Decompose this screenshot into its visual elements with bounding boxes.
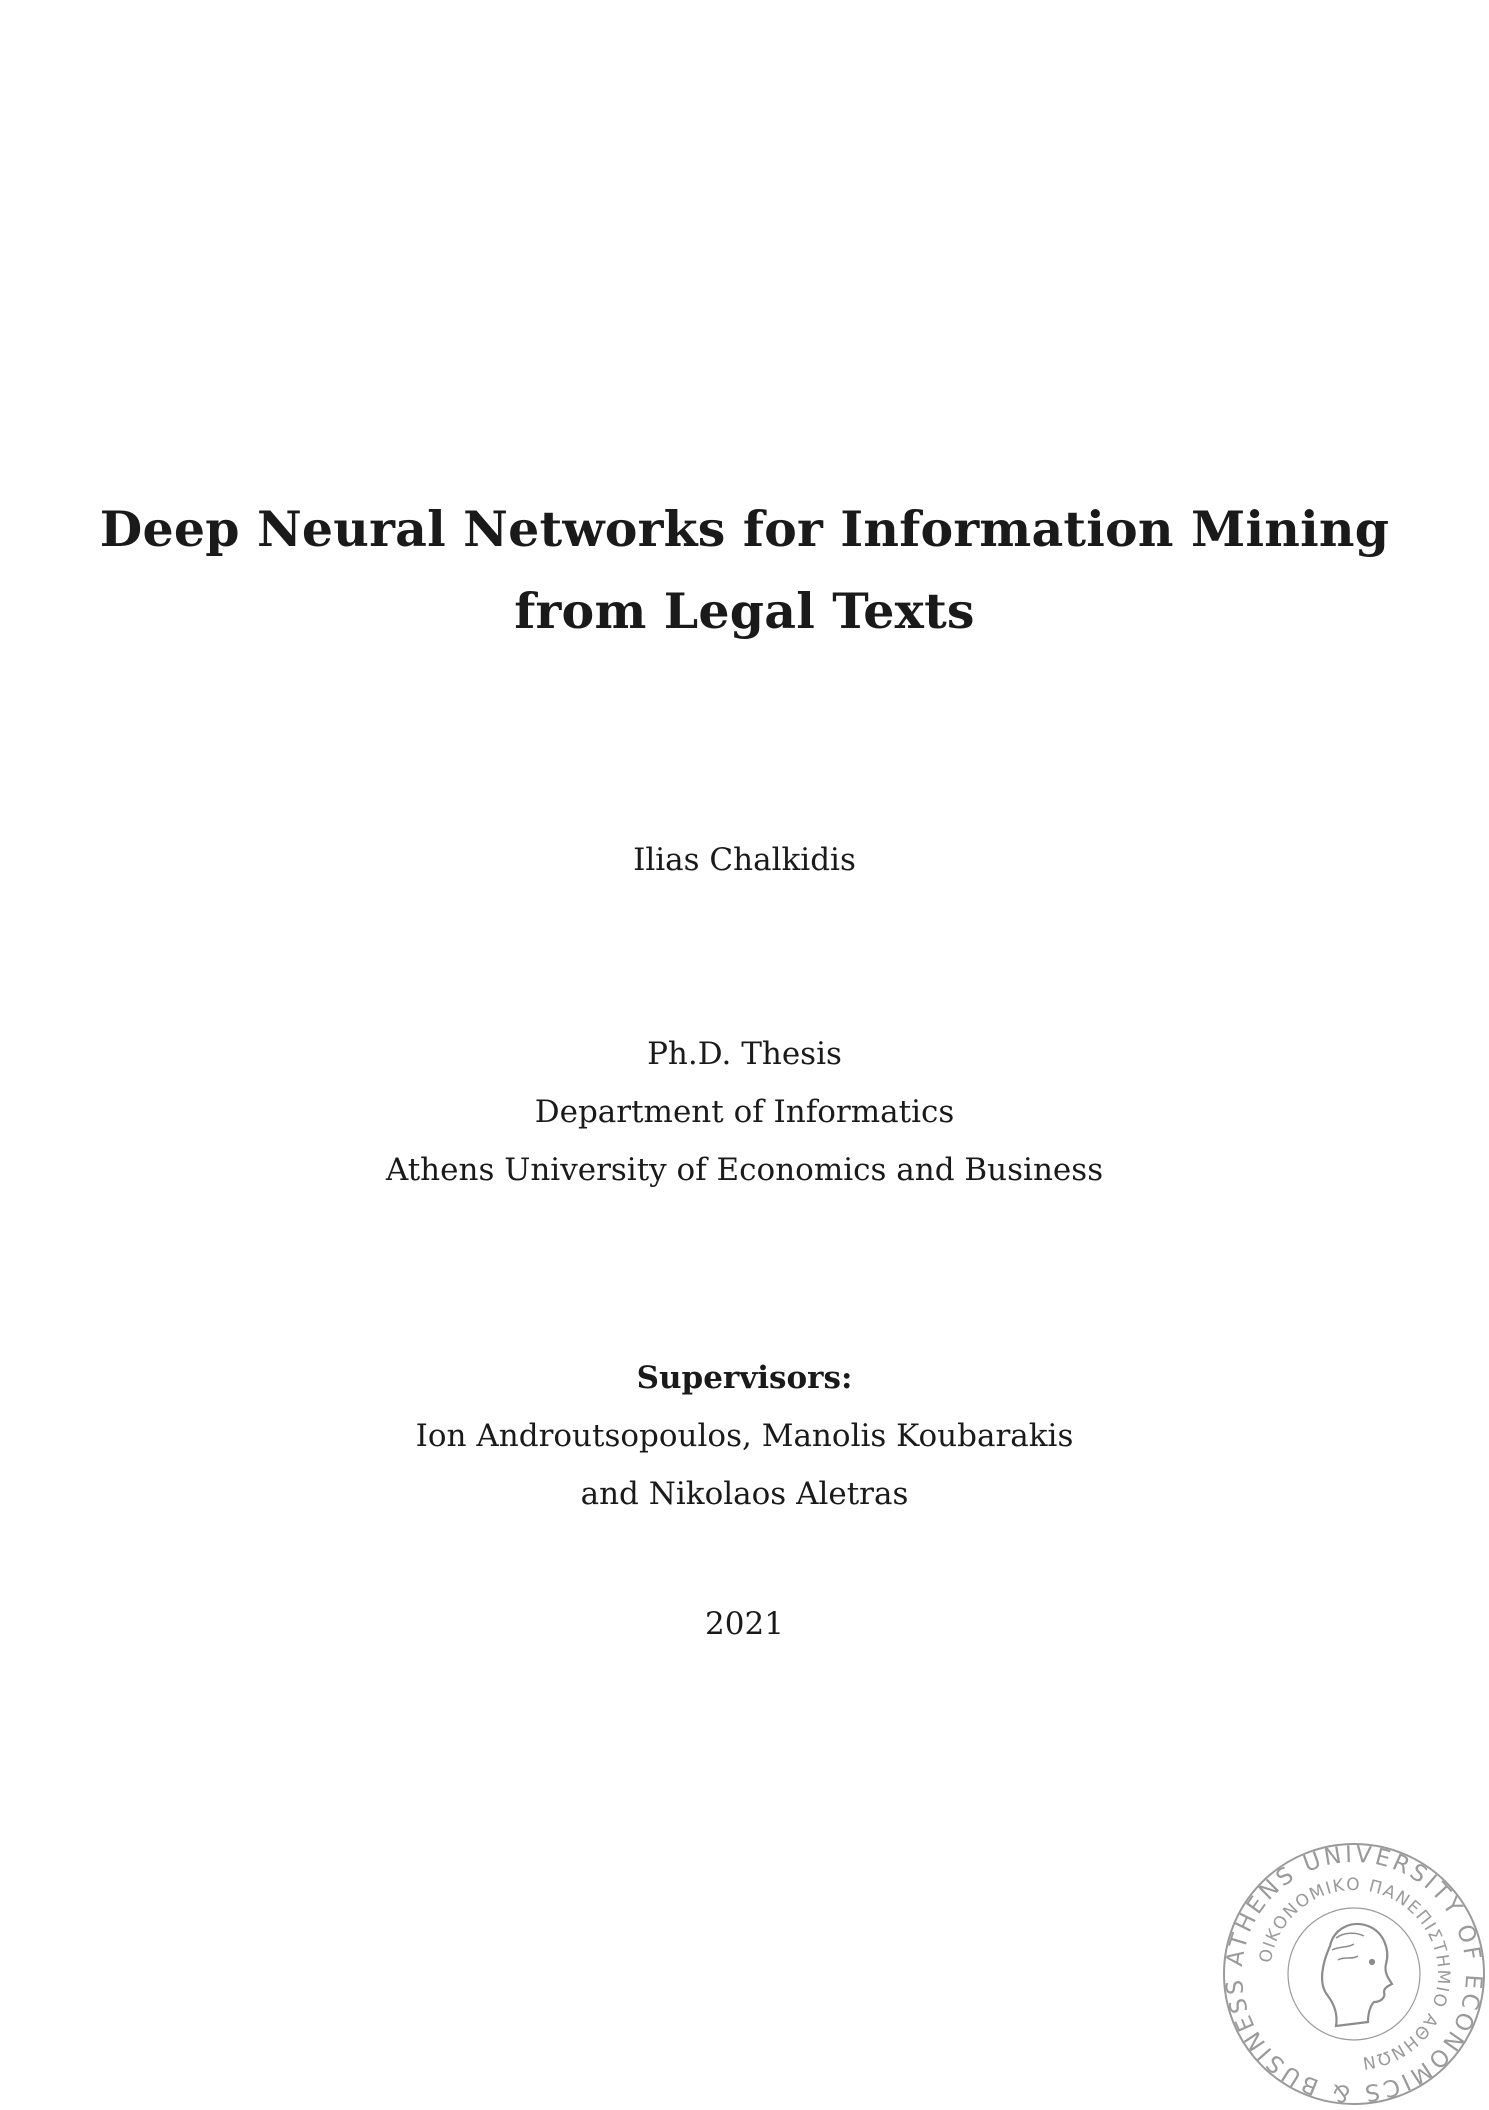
- degree-type: Ph.D. Thesis: [647, 1036, 842, 1072]
- supervisors-block: [0, 1349, 1489, 1523]
- university-name: Athens University of Economics and Business: [385, 1152, 1104, 1188]
- author-name: Ilias Chalkidis: [633, 842, 856, 878]
- affiliation-block: [0, 1025, 1489, 1199]
- seal-inner-text: ΟΙΚΟΝΟΜΙΚΟ ΠΑΝΕΠΙΣΤΗΜΙΟ ΑΘΗΝΩΝ: [1255, 1874, 1454, 2073]
- head-profile-icon: [1322, 1924, 1392, 2026]
- supervisors-line-2: and Nikolaos Aletras: [580, 1476, 909, 1512]
- university-seal-logo: [1218, 1838, 1489, 2110]
- department-name: Department of Informatics: [534, 1094, 955, 1130]
- thesis-year: 2021: [705, 1606, 784, 1642]
- thesis-title: [0, 488, 1489, 652]
- thesis-title-line-2: from Legal Texts: [514, 582, 975, 640]
- seal-outer-text: ATHENS UNIVERSITY OF ECONOMICS & BUSINESS: [1221, 1841, 1487, 2107]
- supervisors-line-1: Ion Androutsopoulos, Manolis Koubarakis: [415, 1418, 1074, 1454]
- supervisors-heading: Supervisors:: [636, 1360, 853, 1396]
- thesis-title-line-1: Deep Neural Networks for Information Mining: [99, 500, 1390, 558]
